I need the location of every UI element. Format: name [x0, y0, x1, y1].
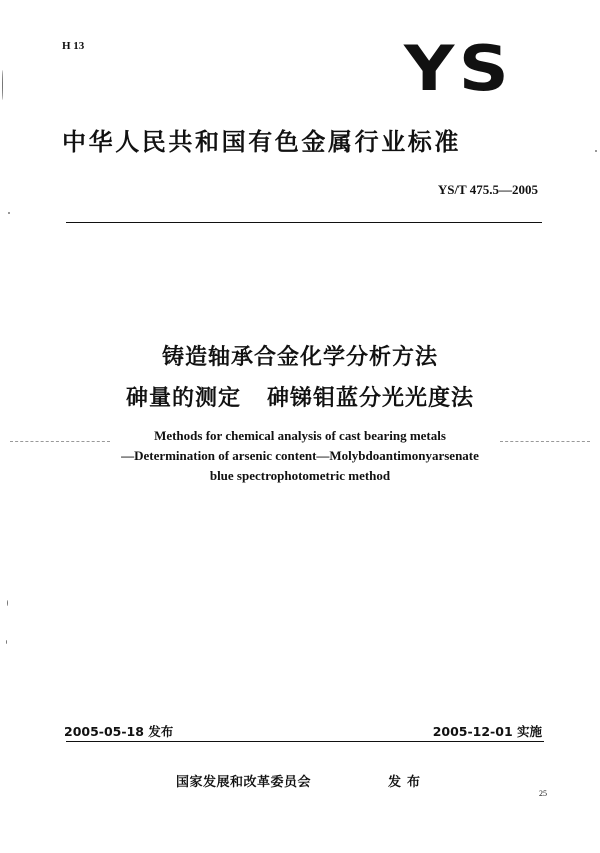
scan-speck [595, 150, 597, 152]
header-divider [66, 222, 542, 223]
standard-category-title: 中华人民共和国有色金属行业标准 [62, 128, 461, 156]
footer-divider [66, 741, 544, 742]
scan-speck [6, 640, 7, 644]
scan-speck [8, 212, 10, 214]
english-title-line-1: Methods for chemical analysis of cast bearing metals [154, 428, 446, 443]
chinese-title-line-2: 砷量的测定 砷锑钼蓝分光光度法 [126, 386, 474, 411]
publish-label: 发布 [388, 775, 427, 790]
publisher-name: 国家发展和改革委员会 [176, 775, 312, 790]
english-title-line-2: —Determination of arsenic content—Molybdoantimonyarsenate [121, 448, 479, 463]
ys-logo: YS [404, 32, 514, 105]
scan-speck [2, 70, 3, 100]
page-number: 25 [539, 789, 547, 798]
chinese-title-line-1: 铸造轴承合金化学分析方法 [161, 345, 438, 370]
standard-number: YS/T 475.5—2005 [437, 182, 538, 197]
classification-code: H 13 [62, 40, 85, 52]
english-title-line-3: blue spectrophotometric method [209, 468, 391, 483]
implementation-date: 2005-12-01 实施 [432, 724, 542, 739]
scan-speck [7, 600, 8, 606]
issue-date: 2005-05-18 发布 [64, 724, 174, 739]
